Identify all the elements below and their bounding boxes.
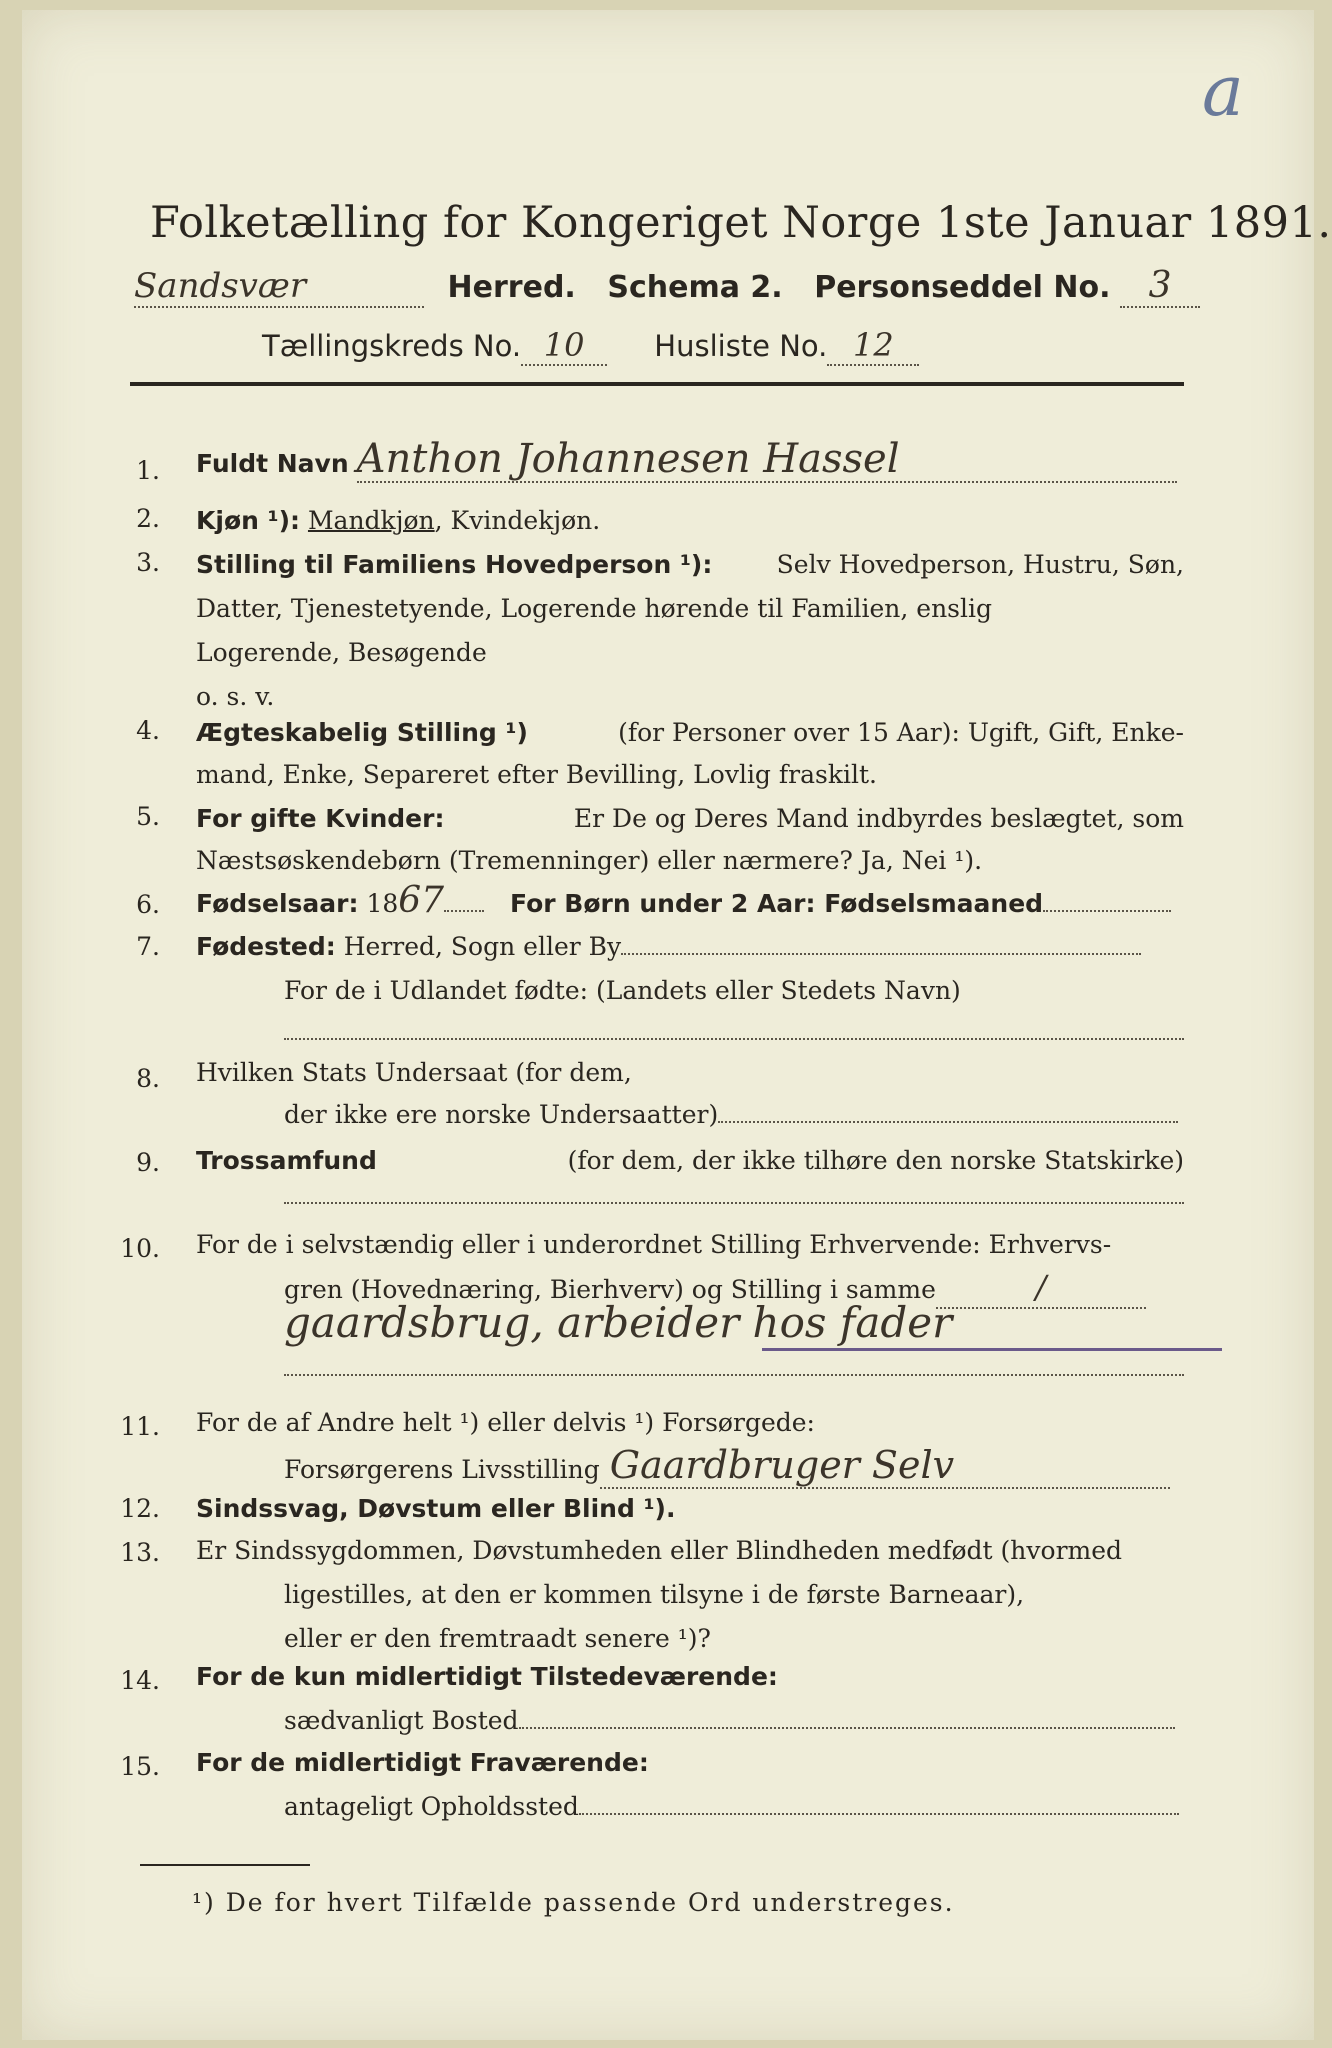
item-text: For de i selvstændig eller i underordnet Stilling Erhvervende: Erhvervs- — [196, 1230, 1112, 1259]
header-rule — [130, 382, 1184, 386]
occupation-value: gaardsbrug, arbeider hos fader — [284, 1298, 953, 1347]
item-number: 12. — [120, 1494, 160, 1523]
item-text: eller er den fremtraadt senere ¹)? — [284, 1624, 711, 1653]
item-religion — [196, 1144, 1184, 1178]
item-number: 3. — [136, 548, 160, 577]
footnote: ¹) De for hvert Tilfælde passende Ord understreges. — [192, 1888, 955, 1917]
item-birthplace — [196, 930, 1184, 1008]
item-label: Stilling til Familiens Hovedperson ¹): — [196, 550, 713, 579]
item-text: Selv Hovedperson, Hustru, Søn, — [776, 550, 1184, 579]
item-text: For de af Andre helt ¹) eller delvis ¹) Forsørgede: — [196, 1408, 815, 1437]
item-number: 6. — [136, 890, 160, 919]
husliste-label: Husliste No. — [654, 329, 828, 363]
item-text: For de kun midlertidigt Tilstedeværende: — [196, 1662, 778, 1691]
item-text: (for Personer over 15 Aar): Ugift, Gift, Enke- — [618, 718, 1184, 747]
item-text: o. s. v. — [196, 682, 275, 711]
header-row-2 — [262, 326, 919, 366]
dotted-line — [284, 1038, 1184, 1040]
item-text: sædvanligt Bosted — [284, 1706, 519, 1735]
taellingskreds-label: Tællingskreds No. — [262, 329, 522, 363]
schema-label: Schema 2. — [607, 270, 783, 305]
item-label: Ægteskabelig Stilling ¹) — [196, 718, 528, 747]
item-disability: Sindssvag, Døvstum eller Blind ¹). — [196, 1494, 676, 1523]
item-provider — [196, 1406, 1184, 1489]
item-gender: Kjøn ¹): Mandkjøn, Kvindekjøn. — [196, 506, 601, 535]
taellingskreds-value: 10 — [543, 326, 585, 364]
item-number: 8. — [136, 1064, 160, 1093]
item-citizenship — [196, 1056, 1184, 1132]
gender-option-female: Kvindekjøn. — [450, 506, 601, 535]
provider-value: Gaardbruger Selv — [609, 1443, 955, 1487]
item-text: Er Sindssygdommen, Døvstumheden eller Blindheden medfødt (hvormed — [196, 1536, 1123, 1565]
item-number: 14. — [120, 1666, 160, 1695]
birth-year-value: 67 — [398, 880, 445, 921]
item-number: 13. — [120, 1538, 160, 1567]
item-number: 9. — [136, 1148, 160, 1177]
form-title: Folketælling for Kongeriget Norge 1ste Januar 1891. — [150, 198, 1332, 248]
item-temporary-present — [196, 1660, 1184, 1738]
item-label: Fødested: — [196, 932, 336, 961]
item-label: Trossamfund — [196, 1146, 377, 1175]
item-text: For de midlertidigt Fraværende: — [196, 1748, 649, 1777]
item-family-position — [196, 548, 1184, 714]
item-label: For gifte Kvinder: — [196, 804, 445, 833]
birth-month-label: For Børn under 2 Aar: Fødselsmaaned — [510, 889, 1044, 918]
item-label: Fødselsaar: — [196, 889, 359, 918]
item-text: der ikke ere norske Undersaatter) — [284, 1100, 719, 1129]
personseddel-label: Personseddel No. — [814, 270, 1111, 305]
full-name-value: Anthon Johannesen Hassel — [356, 436, 900, 482]
item-label: Kjøn ¹): — [196, 506, 300, 535]
dotted-line — [284, 1202, 1184, 1204]
item-number: 5. — [136, 802, 160, 831]
item-number: 2. — [136, 504, 160, 533]
item-text: mand, Enke, Separeret efter Bevilling, Lovlig fraskilt. — [196, 760, 877, 789]
item-label: Fuldt Navn — [196, 449, 349, 478]
item-number: 7. — [136, 932, 160, 961]
item-number: 4. — [136, 716, 160, 745]
item-temporary-absent — [196, 1746, 1184, 1824]
item-marital-status — [196, 716, 1184, 792]
item-text: Logerende, Besøgende — [196, 638, 487, 667]
item-occupation — [196, 1228, 1184, 1309]
dotted-line — [284, 1374, 1184, 1376]
occupation-mark: / — [1035, 1268, 1047, 1306]
item-text: Datter, Tjenestetyende, Logerende hørende til Familien, enslig — [196, 594, 993, 623]
item-number: 10. — [120, 1234, 160, 1263]
item-number: 15. — [120, 1752, 160, 1781]
item-number: 1. — [136, 456, 160, 485]
personseddel-value: 3 — [1148, 265, 1172, 306]
herred-value: Sandsvær — [134, 266, 307, 306]
gender-option-male: Mandkjøn — [307, 506, 435, 535]
item-disability-onset — [196, 1534, 1184, 1656]
occupation-underline — [762, 1348, 1222, 1351]
footnote-rule — [140, 1864, 310, 1866]
item-text: gren (Hovednæring, Bierhverv) og Stilling i samme — [284, 1275, 936, 1304]
item-birth-year — [196, 880, 1184, 921]
husliste-value: 12 — [853, 326, 894, 364]
item-married-women — [196, 802, 1184, 878]
item-text: Herred, Sogn eller By — [343, 932, 622, 961]
item-text: For de i Udlandet fødte: (Landets eller Stedets Navn) — [284, 976, 961, 1005]
item-full-name — [196, 436, 1184, 483]
herred-label: Herred. — [447, 270, 576, 305]
item-text: Er De og Deres Mand indbyrdes beslægtet, som — [573, 804, 1184, 833]
item-text: antageligt Opholdssted — [284, 1792, 579, 1821]
corner-mark: a — [1202, 50, 1244, 132]
birth-year-prefix: 18 — [366, 889, 399, 918]
item-number: 11. — [120, 1412, 160, 1441]
header-row-1 — [134, 265, 1200, 308]
item-text: ligestilles, at den er kommen tilsyne i de første Barneaar), — [284, 1580, 1025, 1609]
census-form-page — [22, 10, 1332, 2040]
item-text: Forsørgerens Livsstilling — [284, 1455, 600, 1484]
item-text: Hvilken Stats Undersaat (for dem, — [196, 1058, 632, 1087]
item-text: Næstsøskendebørn (Tremenninger) eller nærmere? Ja, Nei ¹). — [196, 846, 983, 875]
item-text: (for dem, der ikke tilhøre den norske Statskirke) — [567, 1146, 1184, 1175]
